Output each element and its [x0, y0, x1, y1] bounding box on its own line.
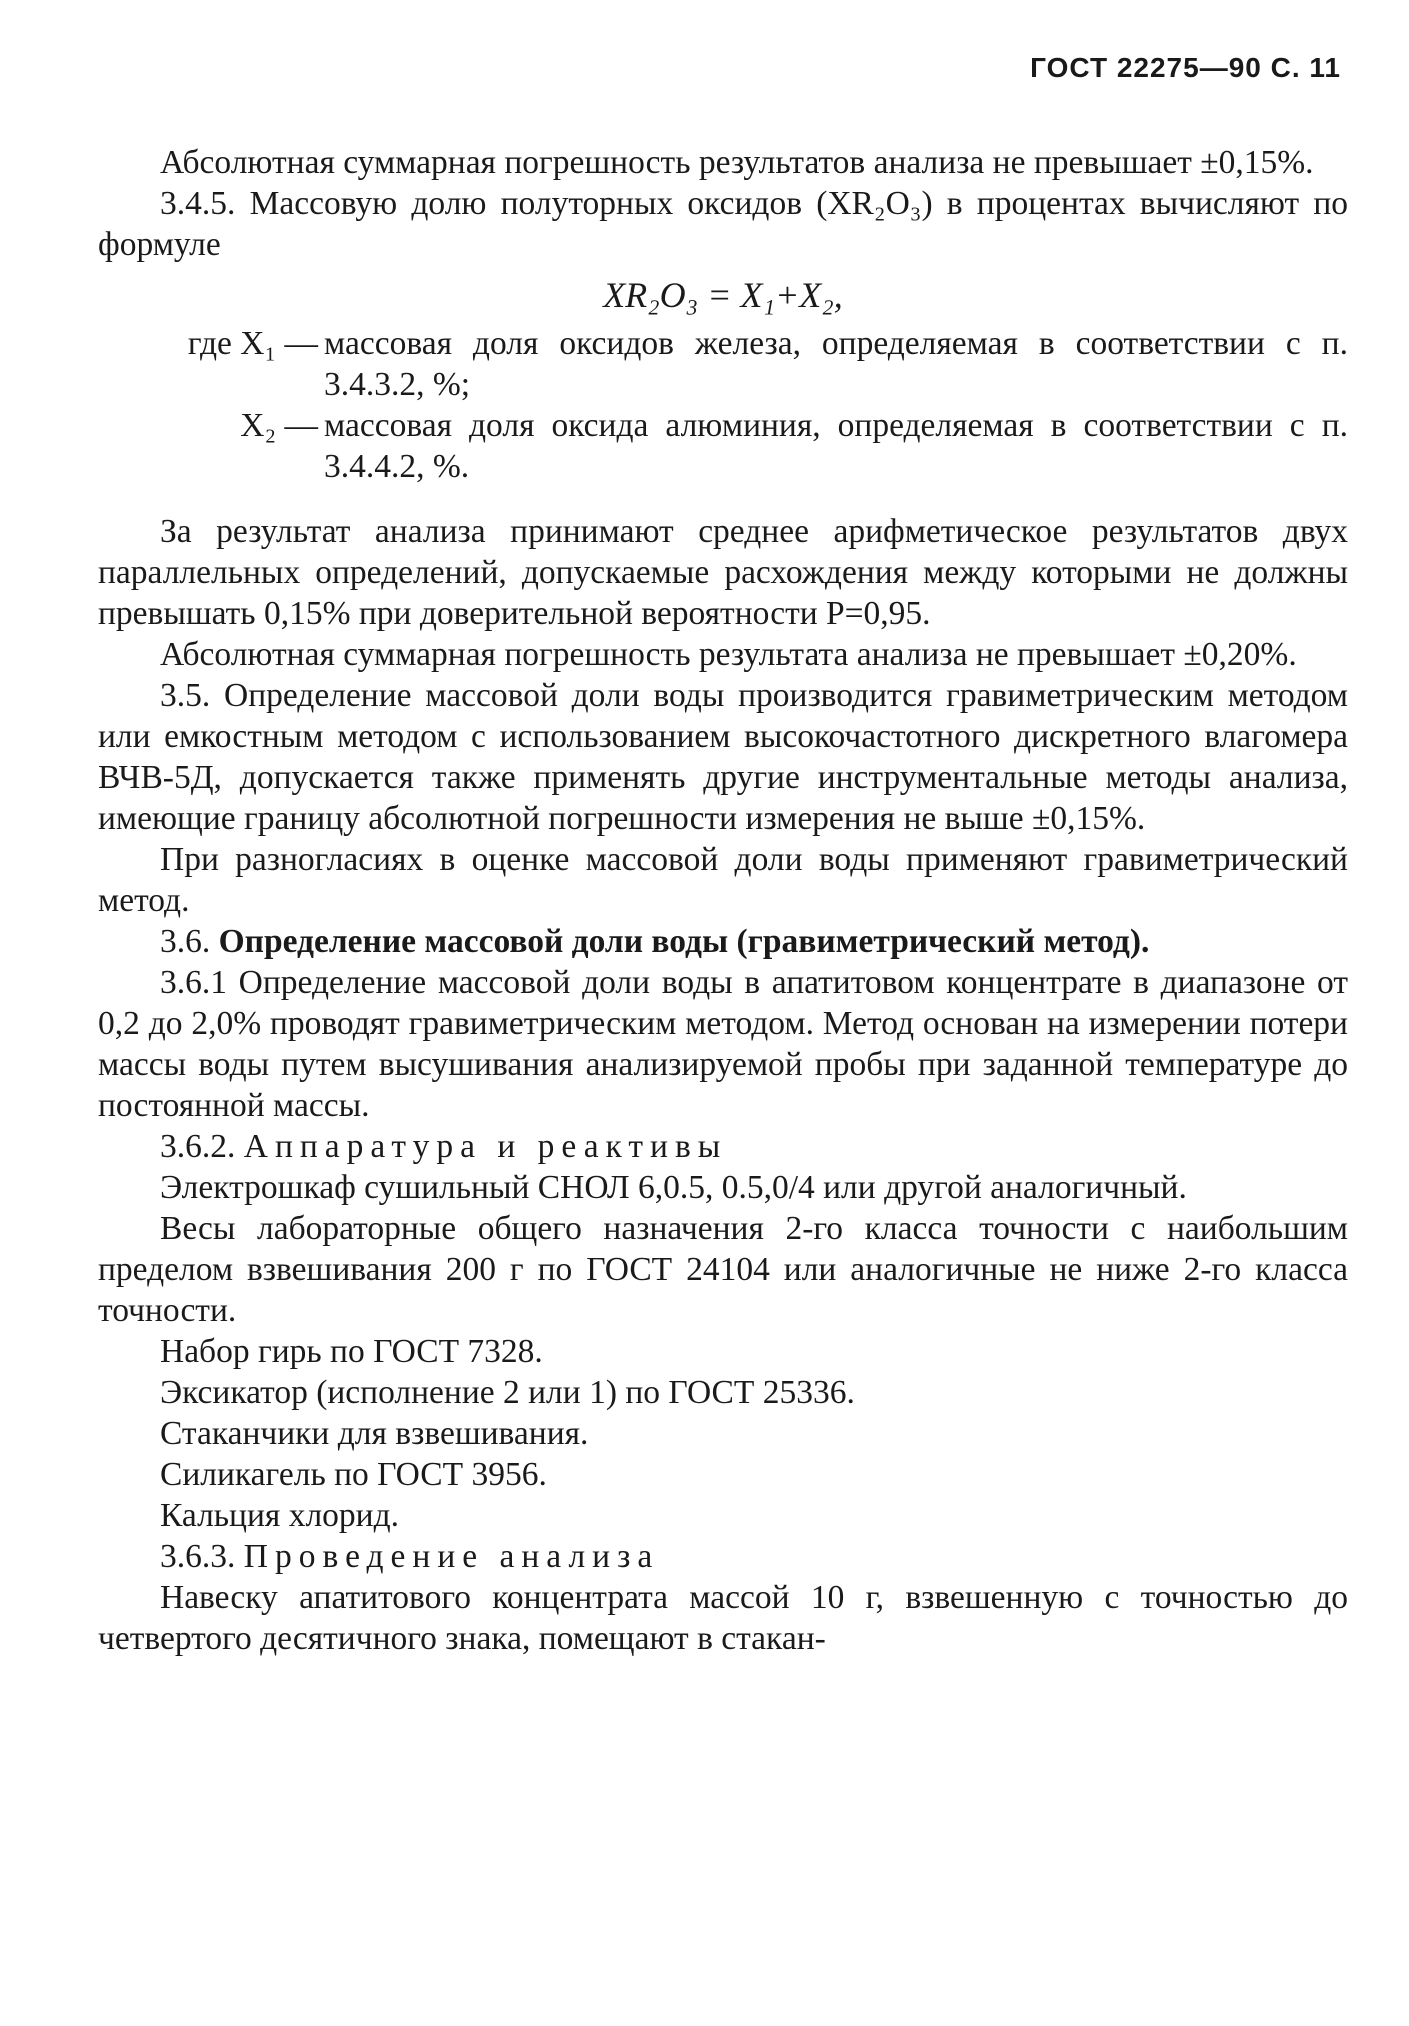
- paragraph: Абсолютная суммарная погрешность результата анализа не превышает ±0,20%.: [160, 636, 1297, 673]
- list-item: Силикагель по ГОСТ 3956.: [160, 1456, 547, 1493]
- section-title: Определение массовой доли воды (гравиметрический метод).: [218, 923, 1150, 960]
- paragraph: 3.4.5. Массовую долю полуторных оксидов (XR₂O₃) в процентах вычисляют по формуле: [98, 185, 1348, 263]
- paragraph: Абсолютная суммарная погрешность результатов анализа не превышает ±0,15%.: [160, 144, 1314, 181]
- section-heading: [98, 921, 1348, 962]
- page-header: ГОСТ 22275—90 С. 11: [1030, 52, 1341, 83]
- list-item: Эксикатор (исполнение 2 или 1) по ГОСТ 25336.: [160, 1374, 855, 1411]
- subsection-heading: [98, 1536, 1348, 1577]
- list-item: Стаканчики для взвешивания.: [160, 1415, 589, 1452]
- paragraph: Электрошкаф сушильный СНОЛ 6,0.5, 0.5,0/4 или другой аналогичный.: [160, 1169, 1187, 1206]
- formula-legend-item: [98, 405, 1348, 487]
- paragraph: 3.5. Определение массовой доли воды производится гравиметрическим методом или емкостным методом с использованием высокочастотного дискретного влагомера ВЧВ-5Д, допускается также применять другие инструментальные методы анализа, имеющие границу абсолютной погрешности измерения не выше ±0,15%.: [98, 677, 1348, 837]
- subsection-number: 3.6.3.: [160, 1538, 236, 1575]
- subsection-title: Аппаратура и реактивы: [243, 1128, 728, 1165]
- paragraph: При разногласиях в оценке массовой доли воды применяют гравиметрический метод.: [98, 841, 1348, 919]
- paragraph: 3.6.1 Определение массовой доли воды в апатитовом концентрате в диапазоне от 0,2 до 2,0% проводят гравиметрическим методом. Метод основан на измерении потери массы воды путем высушивания анализируемой пробы при заданной температуре до постоянной массы.: [98, 964, 1348, 1124]
- list-item: Кальция хлорид.: [160, 1497, 400, 1534]
- legend-symbol: X₂ —: [240, 407, 318, 444]
- subsection-number: 3.6.2.: [160, 1128, 236, 1165]
- paragraph: Навеску апатитового концентрата массой 10 г, взвешенную с точностью до четвертого десятичного знака, помещают в стакан-: [98, 1579, 1348, 1657]
- legend-symbol: где X₁ —: [187, 325, 318, 362]
- subsection-title: Проведение анализа: [243, 1538, 660, 1575]
- subsection-heading: [98, 1126, 1348, 1167]
- formula-legend-item: [98, 323, 1348, 405]
- paragraph: Весы лабораторные общего назначения 2-го класса точности с наибольшим пределом взвешивания 200 г по ГОСТ 24104 или аналогичные не ниже 2-го класса точности.: [98, 1210, 1348, 1329]
- paragraph: За результат анализа принимают среднее арифметическое результатов двух параллельных определений, допускаемые расхождения между которыми не должны превышать 0,15% при доверительной вероятности P=0,95.: [98, 513, 1348, 632]
- document-body: [98, 142, 1348, 1659]
- legend-description: массовая доля оксида алюминия, определяемая в соответствии с п. 3.4.4.2, %.: [324, 407, 1348, 485]
- formula: XR₂O₃ = X₁+X₂,: [603, 275, 843, 315]
- list-item: Набор гирь по ГОСТ 7328.: [160, 1333, 543, 1370]
- legend-description: массовая доля оксидов железа, определяемая в соответствии с п. 3.4.3.2, %;: [324, 325, 1348, 403]
- section-number: 3.6.: [160, 923, 211, 960]
- equipment-list: [98, 1331, 1348, 1536]
